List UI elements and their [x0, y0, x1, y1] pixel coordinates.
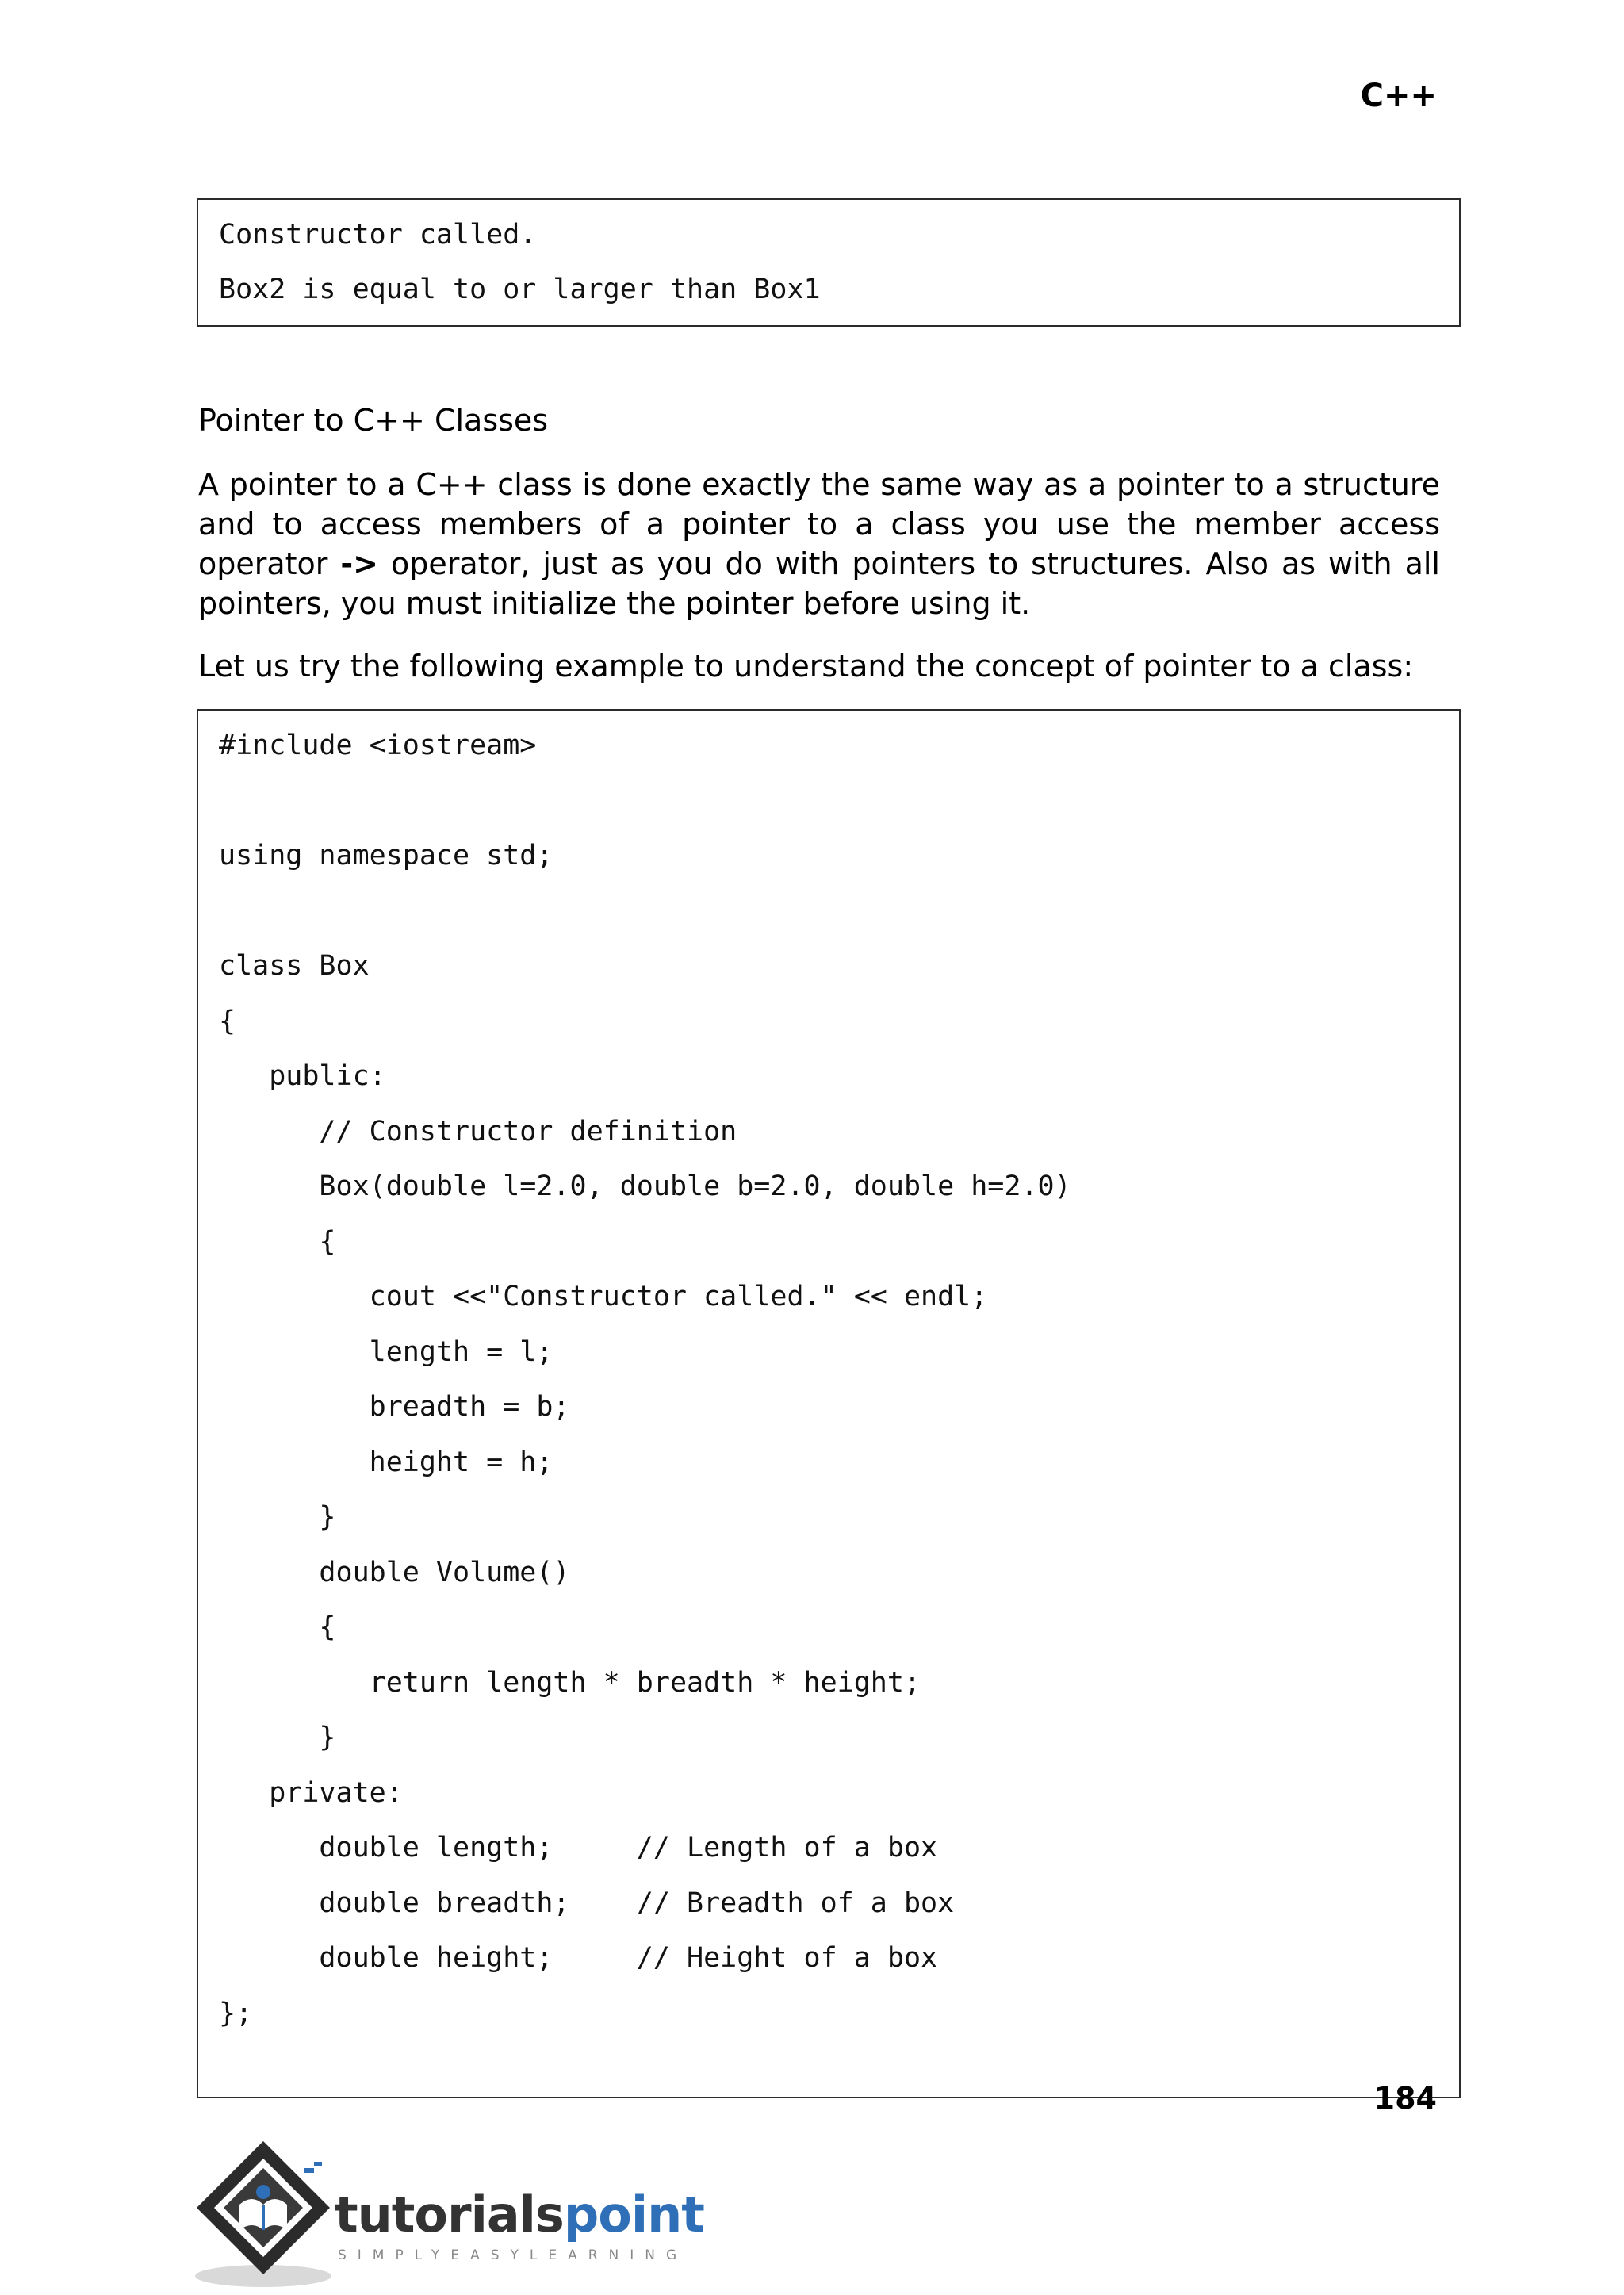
- code-line: Box(double l=2.0, double b=2.0, double h=2.0): [219, 1170, 1071, 1202]
- code-line: {: [219, 1005, 236, 1037]
- intro-text-after: operator, just as you do with pointers to structures. Also as with all pointers, you must initialize the pointer before using it.: [198, 546, 1440, 621]
- code-line: {: [219, 1611, 336, 1643]
- code-line: return length * breadth * height;: [219, 1666, 921, 1699]
- code-line: // Constructor definition: [219, 1115, 737, 1148]
- output-line: Constructor called.: [219, 219, 537, 251]
- code-line: public:: [219, 1060, 386, 1092]
- example-lead-paragraph: Let us try the following example to understand the concept of pointer to a class:: [198, 649, 1414, 684]
- code-line: breadth = b;: [219, 1391, 570, 1423]
- output-line: Box2 is equal to or larger than Box1: [219, 274, 821, 305]
- code-line: private:: [219, 1776, 403, 1809]
- code-line: [219, 892, 1438, 948]
- page-number: 184: [1373, 2081, 1437, 2116]
- tutorialspoint-logo: [190, 2136, 704, 2295]
- code-line: length = l;: [219, 1335, 553, 1368]
- logo-tagline: SIMPLYEASYLEARNING: [338, 2247, 688, 2263]
- intro-paragraph: [198, 465, 1440, 623]
- code-line: class Box: [219, 950, 370, 982]
- intro-text-before: A pointer to a C++ class is done exactly the same way as a pointer to a structure and to access members of a pointer to a class you use the member access operator: [198, 467, 1440, 581]
- page-header-title: C++: [1360, 78, 1437, 114]
- code-line: using namespace std;: [219, 840, 553, 872]
- logo-wordmark: [335, 2186, 704, 2243]
- code-line: double breadth; // Breadth of a box: [219, 1887, 955, 1919]
- code-line: height = h;: [219, 1446, 553, 1478]
- source-code-block: [197, 709, 1461, 2098]
- code-line: #include <iostream>: [219, 730, 537, 761]
- code-line: }: [219, 1722, 336, 1753]
- code-line: double Volume(): [219, 1556, 570, 1588]
- member-operator: ->: [340, 546, 379, 581]
- code-line: {: [219, 1225, 336, 1258]
- section-heading: Pointer to C++ Classes: [198, 403, 549, 438]
- code-line: double height; // Height of a box: [219, 1942, 938, 1974]
- code-line: [219, 782, 1438, 837]
- logo-word-tutorials: tutorials: [335, 2186, 564, 2243]
- code-line: double length; // Length of a box: [219, 1832, 938, 1864]
- code-line: cout <<"Constructor called." << endl;: [219, 1281, 988, 1312]
- output-code-block: [197, 198, 1461, 327]
- code-line: }: [219, 1501, 336, 1533]
- code-line: };: [219, 1997, 253, 2029]
- logo-word-point: point: [563, 2186, 704, 2243]
